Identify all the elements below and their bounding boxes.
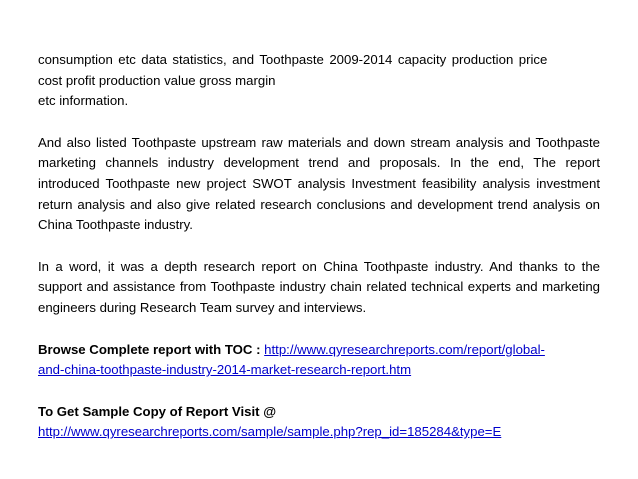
paragraph-consumption (38, 50, 600, 112)
paragraph-consumption-line-3: etc information. (38, 93, 129, 109)
spacer (38, 236, 600, 257)
browse-report-link-part-1[interactable]: http://www.qyresearchreports.com/report/global- (264, 341, 545, 357)
sample-copy-label: To Get Sample Copy of Report Visit @ (38, 403, 277, 419)
paragraph-upstream: And also listed Toothpaste upstream raw materials and down stream analysis and Toothpaste marketing channels industry development trend and proposals. In the end, The report introduced Toothpaste new project SWOT analysis Investment feasibility analysis investment return analysis and also give related research conclusions and development trend analysis on China Toothpaste industry. (38, 134, 600, 233)
document-body (38, 50, 600, 443)
paragraph-consumption-line-2: cost profit production value gross margin (38, 72, 276, 88)
paragraph-consumption-line-1: consumption etc data statistics, and Toothpaste 2009-2014 capacity production price (38, 52, 548, 67)
paragraph-summary: In a word, it was a depth research report on China Toothpaste industry. And thanks to the support and assistance from Toothpaste industry chain related technical experts and marketing engineers during Research Team survey and interviews. (38, 258, 600, 315)
sample-copy-link[interactable]: http://www.qyresearchreports.com/sample/sample.php?rep_id=185284&type=E (38, 424, 502, 440)
spacer (38, 319, 600, 340)
browse-report-label: Browse Complete report with TOC : (38, 341, 265, 357)
sample-copy-section (38, 402, 600, 443)
browse-report-section (38, 340, 600, 381)
spacer (38, 381, 600, 402)
browse-report-link-part-2[interactable]: and-china-toothpaste-industry-2014-market-research-report.htm (38, 362, 412, 378)
spacer (38, 112, 600, 133)
